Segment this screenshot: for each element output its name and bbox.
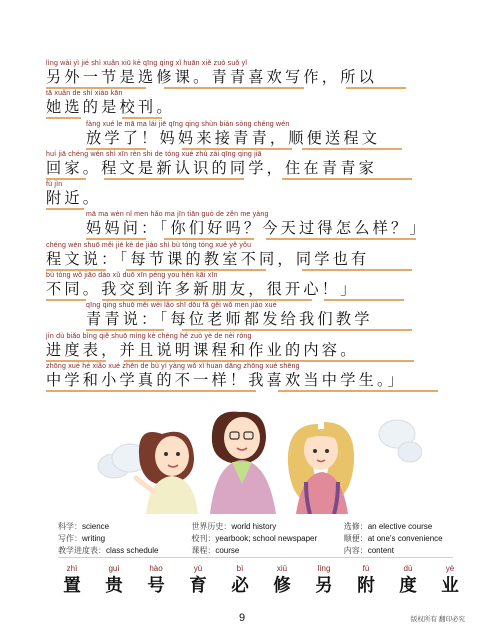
new-character: bì 必 <box>231 564 249 596</box>
pinyin-line: lìng wài yì jié shì xuǎn xiū kè qīng qing xǐ huān xiě zuò suǒ yǐ <box>46 60 248 67</box>
pinyin-line: mā ma wèn nǐ men hǎo ma jīn tiān guò de zěn me yàng <box>86 211 269 219</box>
underline <box>86 329 164 331</box>
new-character: yè 业 <box>441 564 459 596</box>
underline <box>86 238 146 240</box>
three-students-illustration <box>92 394 422 514</box>
glossary-entry: 顺便：at one's convenience <box>343 534 443 543</box>
pinyin-line: fàng xué le mā ma lái jiē qīng qing shùn biàn sòng chéng wén <box>86 120 290 128</box>
glossary-row <box>58 545 458 557</box>
hanzi-line: 回家。程文是新认识的同学，住在青青家 <box>46 158 377 177</box>
story-line <box>46 60 456 90</box>
underline <box>302 148 402 150</box>
new-character: hào 号 <box>147 564 165 596</box>
underline <box>124 360 414 362</box>
story-line <box>46 333 456 363</box>
hanzi-line: 不同。我交到许多新朋友，很开心！」 <box>46 280 359 299</box>
pinyin-line: fù jìn <box>46 181 63 189</box>
underline <box>122 117 162 119</box>
underline <box>46 178 86 180</box>
hanzi-line: 放学了！妈妈来接青青，顺便送程文 <box>86 128 381 147</box>
underline <box>164 87 304 89</box>
underline <box>46 208 84 210</box>
underline <box>266 238 416 240</box>
story-line <box>46 272 456 302</box>
hanzi-line: 妈妈问：「你们好吗？今天过得怎么样？」 <box>86 219 428 238</box>
glossary-entry: 课程：course <box>191 546 240 555</box>
underline <box>46 117 81 119</box>
story-line <box>46 363 456 393</box>
underline <box>46 299 86 301</box>
girl-left <box>136 432 198 514</box>
pinyin-line: jìn dù biǎo bìng qiě shuō míng kè chéng hé zuò yè de nèi róng <box>46 332 252 340</box>
underline <box>164 238 254 240</box>
story-line <box>46 242 456 272</box>
divider <box>58 557 453 558</box>
story-line <box>46 151 456 181</box>
underline <box>346 87 406 89</box>
hanzi-line: 程文说：「每节课的教室不同，同学也有 <box>46 249 370 268</box>
glossary-entry: 写作：writing <box>58 534 106 543</box>
pinyin-line: bù tóng wǒ jiāo dào xǔ duō xīn péng you hěn kāi xīn <box>46 272 218 280</box>
hanzi-line: 青青说：「每位老师都发给我们教学 <box>86 310 373 329</box>
underline <box>182 148 292 150</box>
underline <box>278 390 438 392</box>
underline <box>182 329 412 331</box>
underline <box>46 87 146 89</box>
vocabulary-glossary <box>58 521 458 557</box>
hanzi-line: 另外一节是选修课。青青喜欢写作，所以 <box>46 68 377 86</box>
pinyin-line: chéng wén shuō měi jié kè de jiào shì bù tóng tóng xué yě yǒu <box>46 241 252 249</box>
underline <box>46 360 106 362</box>
hanzi-line: 她选的是校刊。 <box>46 98 175 117</box>
new-character: yù 育 <box>189 564 207 596</box>
new-characters-list <box>58 564 464 596</box>
pinyin-line: zhōng xué hé xiǎo xué zhēn de bù yí yàng wǒ xǐ huan dāng zhōng xué shēng <box>46 362 300 370</box>
new-character: zhì 置 <box>63 564 81 596</box>
new-character: guì 贵 <box>105 564 123 596</box>
glossary-entry: 科学：science <box>58 522 110 531</box>
new-character: dù 度 <box>399 564 417 596</box>
new-character: xiū 修 <box>273 564 291 596</box>
underline <box>104 178 244 180</box>
underline <box>126 269 266 271</box>
story-line <box>46 121 456 151</box>
story-line <box>46 302 456 332</box>
glossary-entry: 选修：an elective course <box>343 522 433 531</box>
hanzi-line: 附近。 <box>46 189 102 208</box>
hanzi-line: 进度表，并且说明课程和作业的内容。 <box>46 340 359 359</box>
story-line <box>46 211 456 241</box>
story-line <box>46 90 456 120</box>
underline <box>46 269 106 271</box>
glossary-entry: 校刊：yearbook; school newspaper <box>191 534 318 543</box>
new-character: lìng 另 <box>315 564 333 596</box>
glossary-entry: 教学进度表：class schedule <box>58 546 159 555</box>
story-text <box>46 60 456 393</box>
copyright-notice: 版权所有 翻印必究 <box>410 615 465 623</box>
glossary-row <box>58 521 458 533</box>
underline <box>302 269 412 271</box>
pinyin-line: tā xuǎn de shì xiào kān <box>46 90 123 98</box>
page-number: 9 <box>239 612 246 624</box>
girl-right <box>288 422 354 514</box>
new-character: fù 附 <box>357 564 375 596</box>
story-line <box>46 181 456 211</box>
underline <box>102 299 312 301</box>
glossary-entry: 世界历史：world history <box>191 522 277 531</box>
glossary-row <box>58 533 458 545</box>
underline <box>282 178 412 180</box>
underline <box>324 299 404 301</box>
underline <box>86 148 146 150</box>
underline <box>46 390 256 392</box>
glossary-entry: 内容：content <box>343 546 394 555</box>
hanzi-line: 中学和小学真的不一样！我喜欢当中学生。」 <box>46 370 407 389</box>
pinyin-line: huí jiā chéng wén shì xīn rèn shi de tóng xué zhù zài qīng qing jiā <box>46 150 262 158</box>
pinyin-line: qīng qing shuō měi wèi lǎo shī dōu fā gěi wǒ men jiào xué <box>86 302 277 310</box>
girl-center <box>210 412 276 514</box>
